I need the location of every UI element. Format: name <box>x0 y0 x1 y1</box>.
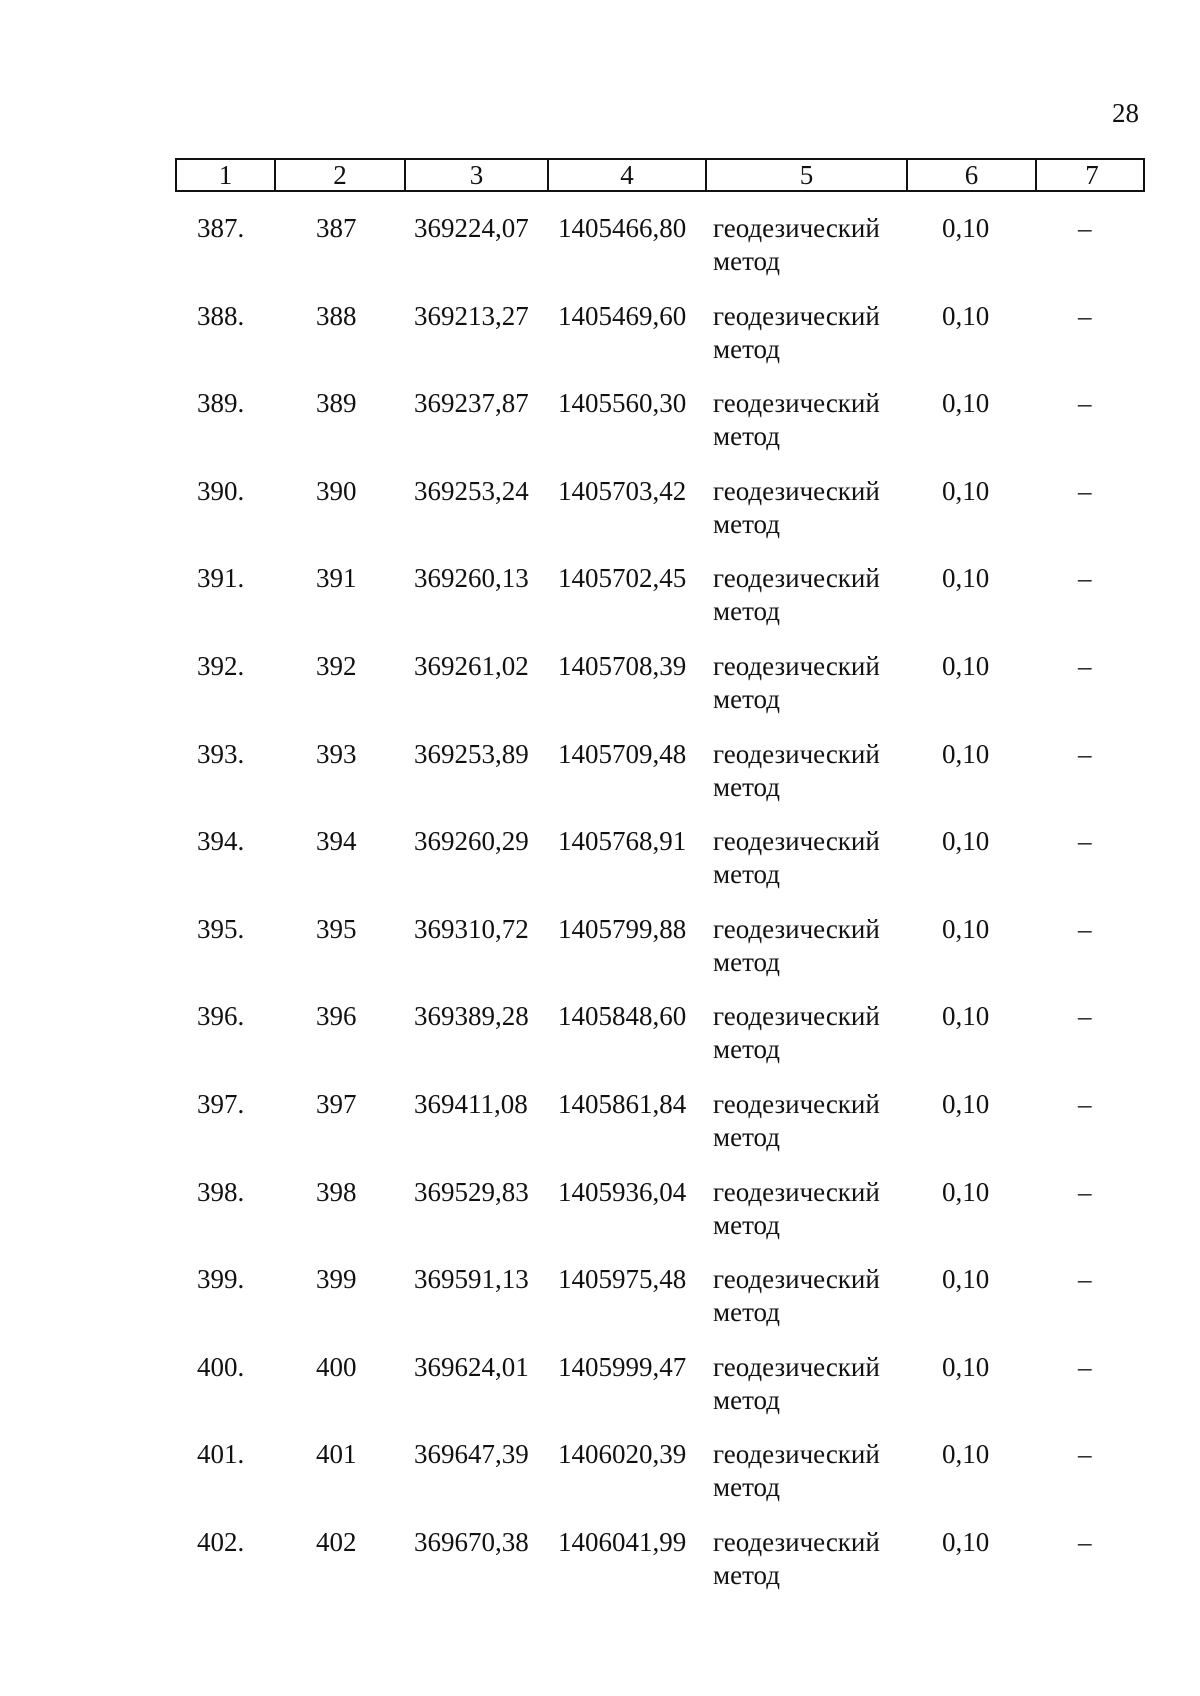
method-cell: геодезический метод <box>713 1526 880 1590</box>
row-number: 397. <box>197 1088 245 1119</box>
point-id: 396 <box>316 1001 357 1032</box>
point-id: 395 <box>316 913 357 944</box>
accuracy-cell: 0,10 <box>942 1264 990 1295</box>
accuracy-cell: 0,10 <box>942 1088 990 1119</box>
row-number: 396. <box>197 1001 245 1032</box>
header-col-1: 1 <box>218 160 233 190</box>
table-row <box>0 738 1200 826</box>
note-cell: – <box>1078 650 1092 681</box>
note-cell: – <box>1078 1351 1092 1382</box>
table-row <box>0 1351 1200 1439</box>
coordinate-y: 1405799,88 <box>558 913 687 944</box>
accuracy-cell: 0,10 <box>942 913 990 944</box>
point-id: 398 <box>316 1176 357 1207</box>
accuracy-cell: 0,10 <box>942 1526 990 1557</box>
row-number: 391. <box>197 563 245 594</box>
table-body <box>0 212 1200 1614</box>
point-id: 393 <box>316 738 357 769</box>
note-cell: – <box>1078 1439 1092 1470</box>
table-row <box>0 1176 1200 1264</box>
point-id: 400 <box>316 1351 357 1382</box>
note-cell: – <box>1078 475 1092 506</box>
accuracy-cell: 0,10 <box>942 300 990 331</box>
coordinate-x: 369253,24 <box>414 475 529 506</box>
accuracy-cell: 0,10 <box>942 563 990 594</box>
table-row <box>0 1000 1200 1088</box>
table-row <box>0 1438 1200 1526</box>
table-row <box>0 212 1200 300</box>
note-cell: – <box>1078 826 1092 857</box>
coordinate-x: 369253,89 <box>414 738 529 769</box>
coordinate-x: 369261,02 <box>414 650 529 681</box>
coordinate-y: 1405466,80 <box>558 213 687 243</box>
row-number: 394. <box>197 826 245 857</box>
coordinate-x: 369213,27 <box>414 300 529 331</box>
method-cell: геодезический метод <box>713 913 880 977</box>
coordinate-y: 1405861,84 <box>558 1088 687 1119</box>
row-number: 393. <box>197 738 245 769</box>
page-number: 28 <box>1112 98 1139 128</box>
coordinate-y: 1405560,30 <box>558 388 687 419</box>
note-cell: – <box>1078 738 1092 769</box>
coordinate-x: 369389,28 <box>414 1001 529 1032</box>
method-cell: геодезический метод <box>713 1439 880 1503</box>
accuracy-cell: 0,10 <box>942 388 990 419</box>
point-id: 399 <box>316 1264 357 1295</box>
table-row <box>0 562 1200 650</box>
accuracy-cell: 0,10 <box>942 826 990 857</box>
table-row <box>0 475 1200 563</box>
note-cell: – <box>1078 913 1092 944</box>
row-number: 389. <box>197 388 245 419</box>
point-id: 387 <box>316 213 357 243</box>
note-cell: – <box>1078 1088 1092 1119</box>
row-number: 388. <box>197 300 245 331</box>
coordinate-x: 369411,08 <box>414 1088 528 1119</box>
note-cell: – <box>1078 1264 1092 1295</box>
table-header <box>175 158 1145 192</box>
header-col-2: 2 <box>274 160 404 190</box>
method-cell: геодезический метод <box>713 388 880 452</box>
accuracy-cell: 0,10 <box>942 1439 990 1470</box>
point-id: 402 <box>316 1526 357 1557</box>
method-cell: геодезический метод <box>713 300 880 364</box>
accuracy-cell: 0,10 <box>942 650 990 681</box>
coordinate-x: 369237,87 <box>414 388 529 419</box>
table-row <box>0 913 1200 1001</box>
coordinate-x: 369310,72 <box>414 913 529 944</box>
table-row <box>0 1263 1200 1351</box>
accuracy-cell: 0,10 <box>942 1001 990 1032</box>
method-cell: геодезический метод <box>713 826 880 890</box>
coordinate-y: 1405709,48 <box>558 738 687 769</box>
header-col-3: 3 <box>404 160 547 190</box>
coordinate-y: 1405702,45 <box>558 563 687 594</box>
accuracy-cell: 0,10 <box>942 475 990 506</box>
method-cell: геодезический метод <box>713 213 880 276</box>
table-row <box>0 650 1200 738</box>
coordinate-x: 369670,38 <box>414 1526 529 1557</box>
coordinate-y: 1405469,60 <box>558 300 687 331</box>
coordinate-x: 369260,29 <box>414 826 529 857</box>
header-col-7: 7 <box>1035 160 1147 190</box>
coordinate-y: 1405703,42 <box>558 475 687 506</box>
note-cell: – <box>1078 388 1092 419</box>
row-number: 401. <box>197 1439 245 1470</box>
coordinate-y: 1405999,47 <box>558 1351 687 1382</box>
point-id: 388 <box>316 300 357 331</box>
note-cell: – <box>1078 300 1092 331</box>
method-cell: геодезический метод <box>713 1264 880 1328</box>
coordinate-x: 369260,13 <box>414 563 529 594</box>
accuracy-cell: 0,10 <box>942 1176 990 1207</box>
coordinate-y: 1406020,39 <box>558 1439 687 1470</box>
row-number: 392. <box>197 650 245 681</box>
coordinate-y: 1406041,99 <box>558 1526 687 1557</box>
row-number: 390. <box>197 475 245 506</box>
method-cell: геодезический метод <box>713 650 880 714</box>
method-cell: геодезический метод <box>713 563 880 627</box>
note-cell: – <box>1078 1526 1092 1557</box>
row-number: 402. <box>197 1526 245 1557</box>
accuracy-cell: 0,10 <box>942 1351 990 1382</box>
point-id: 392 <box>316 650 357 681</box>
header-col-5: 5 <box>705 160 906 190</box>
header-col-4: 4 <box>547 160 705 190</box>
coordinate-x: 369529,83 <box>414 1176 529 1207</box>
row-number: 399. <box>197 1264 245 1295</box>
point-id: 390 <box>316 475 357 506</box>
coordinate-y: 1405848,60 <box>558 1001 687 1032</box>
method-cell: геодезический метод <box>713 475 880 539</box>
point-id: 394 <box>316 826 357 857</box>
coordinate-y: 1405708,39 <box>558 650 687 681</box>
point-id: 389 <box>316 388 357 419</box>
method-cell: геодезический метод <box>713 1088 880 1152</box>
table-row <box>0 1088 1200 1176</box>
coordinate-x: 369624,01 <box>414 1351 529 1382</box>
method-cell: геодезический метод <box>713 1176 880 1240</box>
coordinate-x: 369224,07 <box>414 213 529 243</box>
row-number: 395. <box>197 913 245 944</box>
coordinate-x: 369647,39 <box>414 1439 529 1470</box>
coordinate-y: 1405768,91 <box>558 826 687 857</box>
method-cell: геодезический метод <box>713 738 880 802</box>
accuracy-cell: 0,10 <box>942 738 990 769</box>
table-row <box>0 825 1200 913</box>
row-number: 387. <box>197 213 245 243</box>
coordinate-x: 369591,13 <box>414 1264 529 1295</box>
table-row <box>0 1526 1200 1614</box>
table-row <box>0 300 1200 388</box>
method-cell: геодезический метод <box>713 1351 880 1415</box>
header-col-6: 6 <box>906 160 1035 190</box>
point-id: 391 <box>316 563 357 594</box>
point-id: 397 <box>316 1088 357 1119</box>
method-cell: геодезический метод <box>713 1001 880 1065</box>
row-number: 400. <box>197 1351 245 1382</box>
row-number: 398. <box>197 1176 245 1207</box>
coordinate-y: 1405936,04 <box>558 1176 687 1207</box>
note-cell: – <box>1078 213 1092 243</box>
note-cell: – <box>1078 1001 1092 1032</box>
note-cell: – <box>1078 563 1092 594</box>
accuracy-cell: 0,10 <box>942 213 990 243</box>
table-row <box>0 387 1200 475</box>
note-cell: – <box>1078 1176 1092 1207</box>
point-id: 401 <box>316 1439 357 1470</box>
coordinate-y: 1405975,48 <box>558 1264 687 1295</box>
